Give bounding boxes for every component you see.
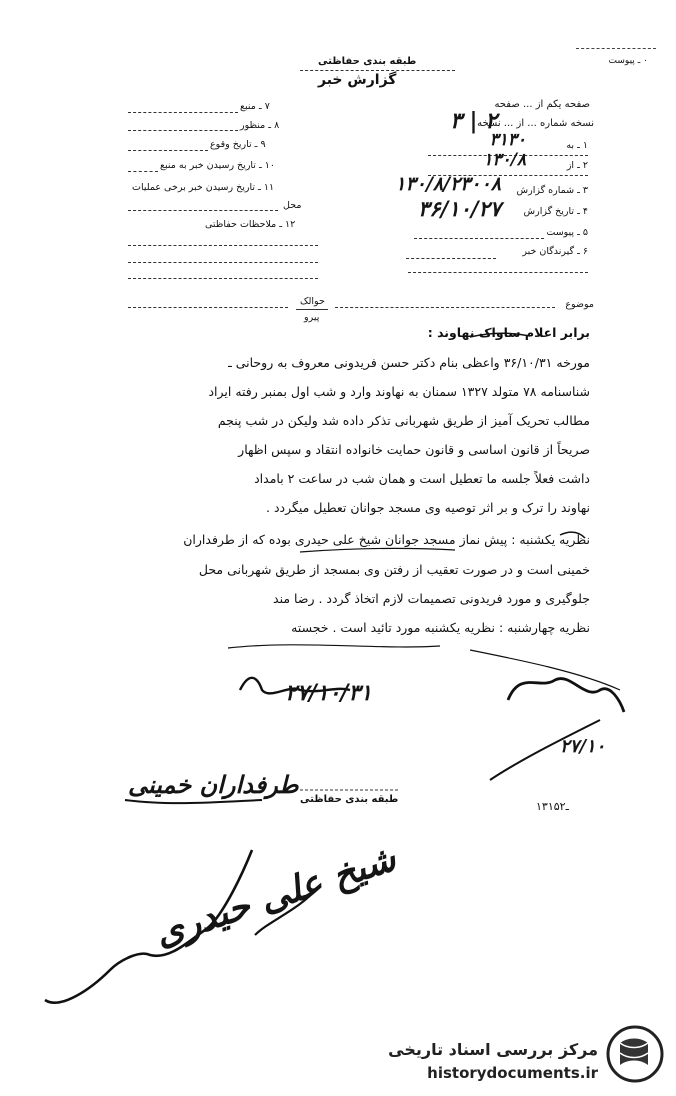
signature-middle-date: ۲۷/۱۰/۳۱ [285,680,372,706]
field-report-date-label: ۴ ـ تاریخ گزارش [523,206,588,217]
underline-savak-mark [470,333,530,337]
field-from-value: ۱۳۰/۸ [483,150,526,170]
body-line-10: جلوگیری و مورد فریدونی تصمیمات لازم اتخاذ گردد . رضا مند [273,591,590,606]
field-recipients-label: ۶ ـ گیرندگان خبر [522,246,588,257]
body-line-7: نهاوند را ترک و بر اثر توصیه وی مسجد جوانان تعطیل میگردد . [266,500,590,515]
watermark-org-name: مرکز بررسی اسناد تاریخی [388,1040,598,1059]
history-documents-logo-icon [606,1025,664,1083]
margin-tick-mark [560,532,585,538]
handwritten-note-left: طرفداران خمینی [128,770,299,799]
watermark-url: historydocuments.ir [427,1064,598,1082]
evaluation-bottom: پیرو [304,312,320,323]
field-place-label: محل [283,200,302,211]
signature-right-scribble [508,679,624,712]
attachment-mark-top: ۰ ـ پیوست [608,56,648,66]
underline-mosque-name [300,548,455,552]
classification-bottom: طبقه بندی حفاظتی [300,794,399,805]
body-line-9: خمینی است و در صورت تعقیب از رفتن وی بمسجد از طریق شهربانی محل [198,562,590,577]
field-security-notes-label: ۱۲ ـ ملاحظات حفاظتی [205,219,296,230]
evaluation-top: حوالک [300,296,325,307]
field-report-number-label: ۳ ـ شماره گزارش [516,185,588,196]
body-line-8: نظریه یکشنبه : پیش نماز مسجد جوانان شیخ علی حیدری بوده که از طرفداران [183,532,590,547]
field-report-number-value: ۱۳۰/۸/۲۳۰۰۸ [395,173,501,195]
field-purpose-label: ۸ ـ منظور [240,120,280,131]
signature-right-date: ۲۷/۱۰ [560,736,606,757]
field-to-label: ۱ ـ به [566,140,588,151]
form-number: ۱۳۱ـ۵۲ [536,800,569,813]
handwritten-name-bottom: شیخ علی حیدری [149,837,401,955]
field-received-source-label: ۱۰ ـ تاریخ رسیدن خبر به منبع [160,160,275,171]
field-report-date-value: ۳۶/۱۰/۲۷ [417,196,501,221]
body-line-6: داشت فعلاً جلسه ما تعطیل است و همان شب در ساعت ۲ بامداد [254,471,590,486]
note-left-underline [125,800,262,803]
body-line-3: شناسنامه ۷۸ متولد ۱۳۲۷ سمنان به نهاوند وارد و شب اول بمنبر رفته ایراد [208,384,590,399]
copy-number: نسخه شماره ... از ... نسخه [477,118,594,129]
copy-number-handwritten: ۳ | ۲ [450,108,497,134]
body-line-2: مورخه ۳۶/۱۰/۳۱ واعظی بنام دکتر حسن فریدونی معروف به روحانی ـ [228,355,590,370]
field-source-label: ۷ ـ منبع [240,101,270,112]
body-line-1: برابر اعلام ساواک نهاوند : [427,325,590,340]
page-info: صفحه یکم از ... صفحه [494,99,590,110]
field-from-label: ۲ ـ از [566,160,588,171]
form-title: گزارش خبر [318,72,397,88]
body-line-11: نظریه چهارشنبه : نظریه یکشنبه مورد تائید است . خجسته [291,620,590,635]
handwritten-stroke-under-body [228,645,440,648]
body-line-5: صریحاً از قانون اساسی و قانون حمایت خانواده انتقاد و سپس اظهار [238,442,590,457]
field-to-value: ۳۱۳۰ [489,130,526,150]
subject-label: موضوع [565,299,594,310]
classification-top: طبقه بندی حفاظتی [318,56,417,67]
body-line-4: مطالب تحریک آمیز از طریق شهربانی تذکر داده شد ولیکن در شب پنجم [217,413,590,428]
field-received-ops-label: ۱۱ ـ تاریخ رسیدن خبر برخی عملیات [132,182,275,193]
field-attachment-label: ۵ ـ پیوست [546,227,588,238]
field-event-date-label: ۹ ـ تاریخ وقوع [210,139,266,150]
